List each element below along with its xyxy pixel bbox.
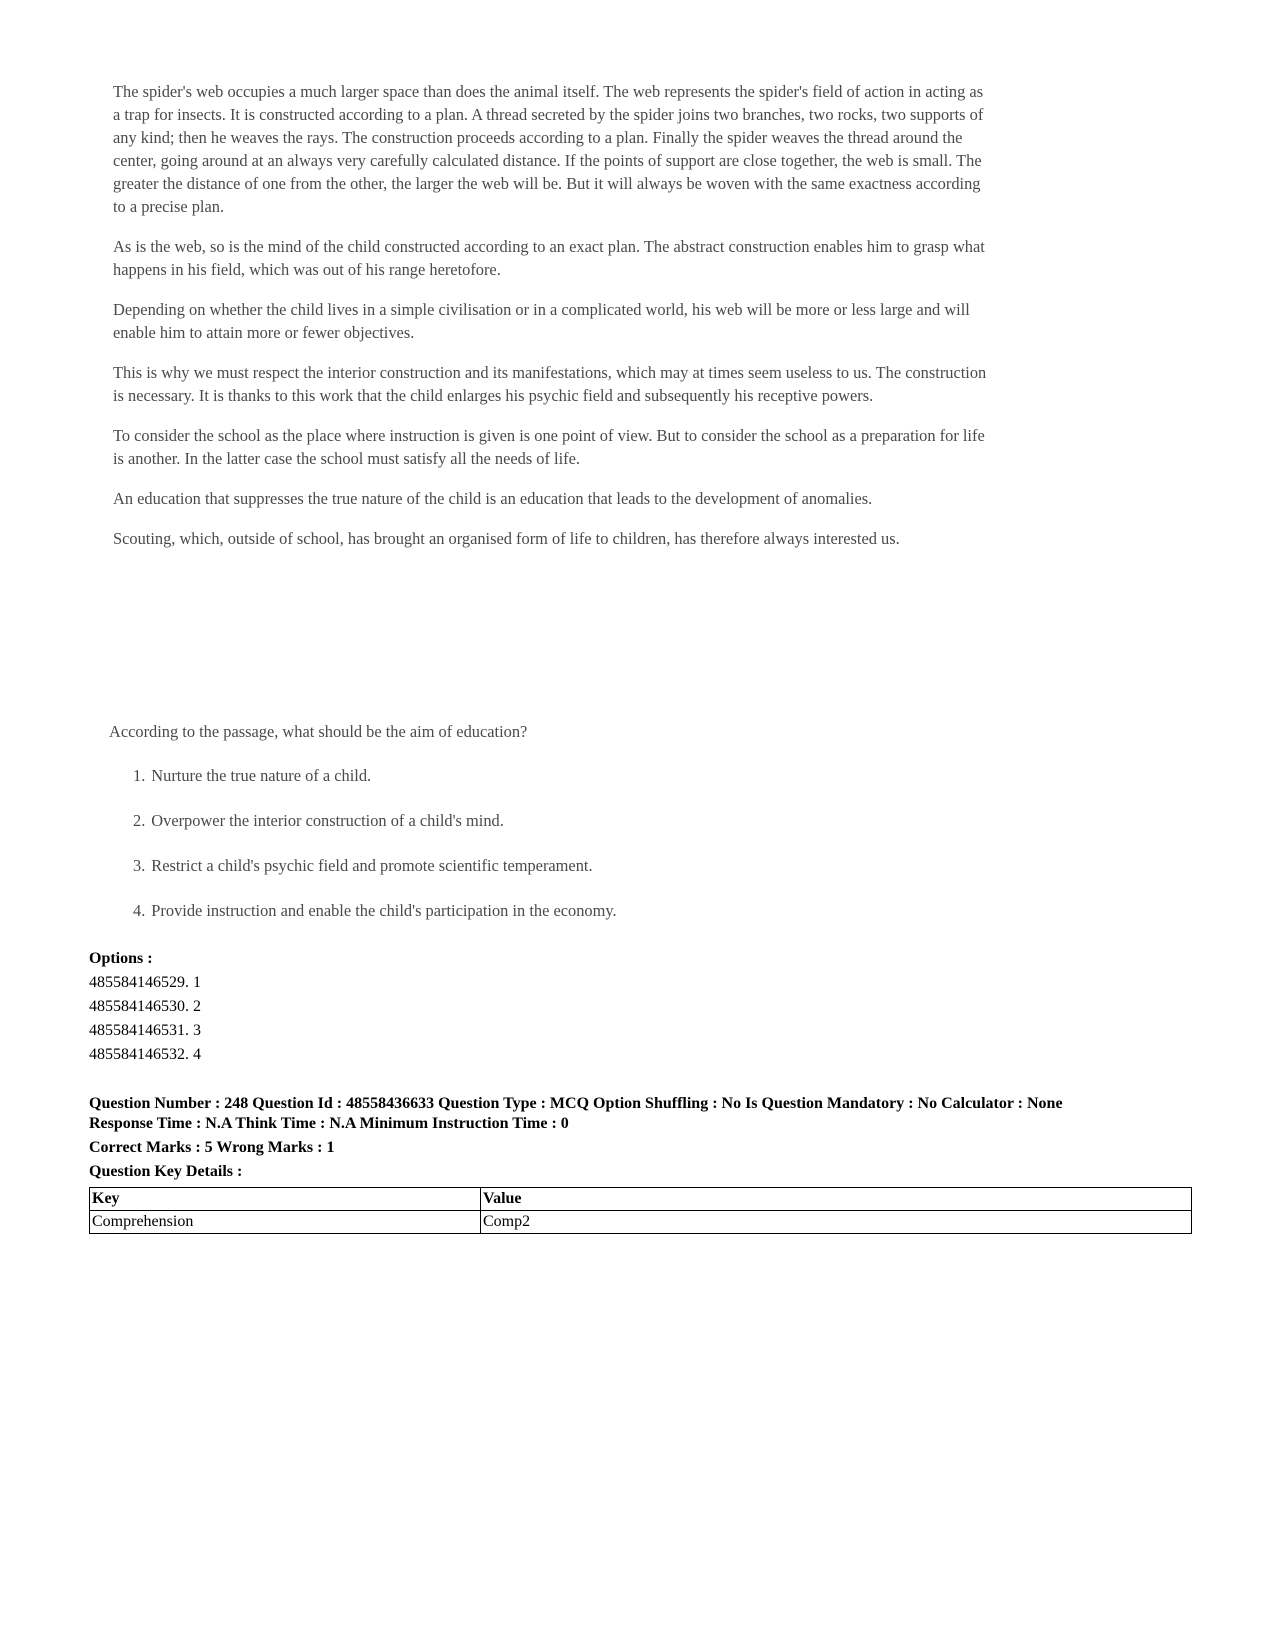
marks-line: Correct Marks : 5 Wrong Marks : 1 [89,1139,335,1156]
option-id-line: 485584146529. 1 [89,974,201,991]
passage-paragraph: As is the web, so is the mind of the child constructed according to an exact plan. The abstract construction enables him to grasp what happens in his field, which was out of his range heretofore. [113,237,985,279]
table-cell-key: Comprehension [90,1211,481,1234]
question-info-line1: Question Number : 248 Question Id : 48558436633 Question Type : MCQ Option Shuffling : No Is Question Mandatory : No Calculator : None [89,1095,1063,1112]
passage-paragraph: Depending on whether the child lives in a simple civilisation or in a complicated world, his web will be more or less large and will enable him to attain more or fewer objectives. [113,300,970,342]
choice-item [133,764,989,787]
choice-text: Overpower the interior construction of a child's mind. [151,811,504,830]
question-info [89,1094,1199,1182]
option-id-line: 485584146530. 2 [89,998,201,1015]
passage-paragraph: An education that suppresses the true nature of the child is an education that leads to the development of anomalies. [113,489,873,508]
column-header-value: Value [481,1188,1192,1211]
option-id-line: 485584146532. 4 [89,1046,201,1063]
column-header-key: Key [90,1188,481,1211]
key-details-label: Question Key Details : [89,1163,243,1180]
choice-number: 1. [133,766,146,785]
choice-item [133,854,989,877]
choice-number: 2. [133,811,146,830]
question-text: According to the passage, what should be the aim of education? [109,722,528,741]
choice-number: 3. [133,856,146,875]
passage-paragraph: To consider the school as the place where instruction is given is one point of view. But to consider the school as a preparation for life is another. In the latter case the school must satisfy all the needs of life. [113,426,985,468]
comprehension-passage [113,80,993,567]
options-label: Options : [89,950,153,967]
choice-text: Provide instruction and enable the child's participation in the economy. [151,901,617,920]
options-section [89,947,1189,1067]
choice-text: Nurture the true nature of a child. [151,766,372,785]
choice-item [133,899,989,922]
choice-list [109,764,989,922]
table-header-row [90,1188,1192,1211]
question-block [109,720,989,944]
passage-paragraph: Scouting, which, outside of school, has brought an organised form of life to children, has therefore always interested us. [113,529,900,548]
choice-item [133,809,989,832]
choice-number: 4. [133,901,146,920]
key-details-table [89,1187,1192,1234]
question-info-line2: Response Time : N.A Think Time : N.A Minimum Instruction Time : 0 [89,1115,569,1132]
passage-paragraph: This is why we must respect the interior construction and its manifestations, which may at times seem useless to us. The construction is necessary. It is thanks to this work that the child enlarges his psychic field and subsequently his receptive powers. [113,363,987,405]
option-id-line: 485584146531. 3 [89,1022,201,1039]
passage-paragraph: The spider's web occupies a much larger space than does the animal itself. The web represents the spider's field of action in acting as a trap for insects. It is constructed according to a plan. A thread secreted by the spider joins two branches, two rocks, two supports of any kind; then he weaves the rays. The construction proceeds according to a plan. Finally the spider weaves the thread around the center, going around at an always very carefully calculated distance. If the points of support are close together, the web is small. The greater the distance of one from the other, the larger the web will be. But it will always be woven with the same exactness according to a precise plan. [113,82,984,216]
table-row [90,1211,1192,1234]
choice-text: Restrict a child's psychic field and promote scientific temperament. [151,856,593,875]
table-cell-value: Comp2 [481,1211,1192,1234]
